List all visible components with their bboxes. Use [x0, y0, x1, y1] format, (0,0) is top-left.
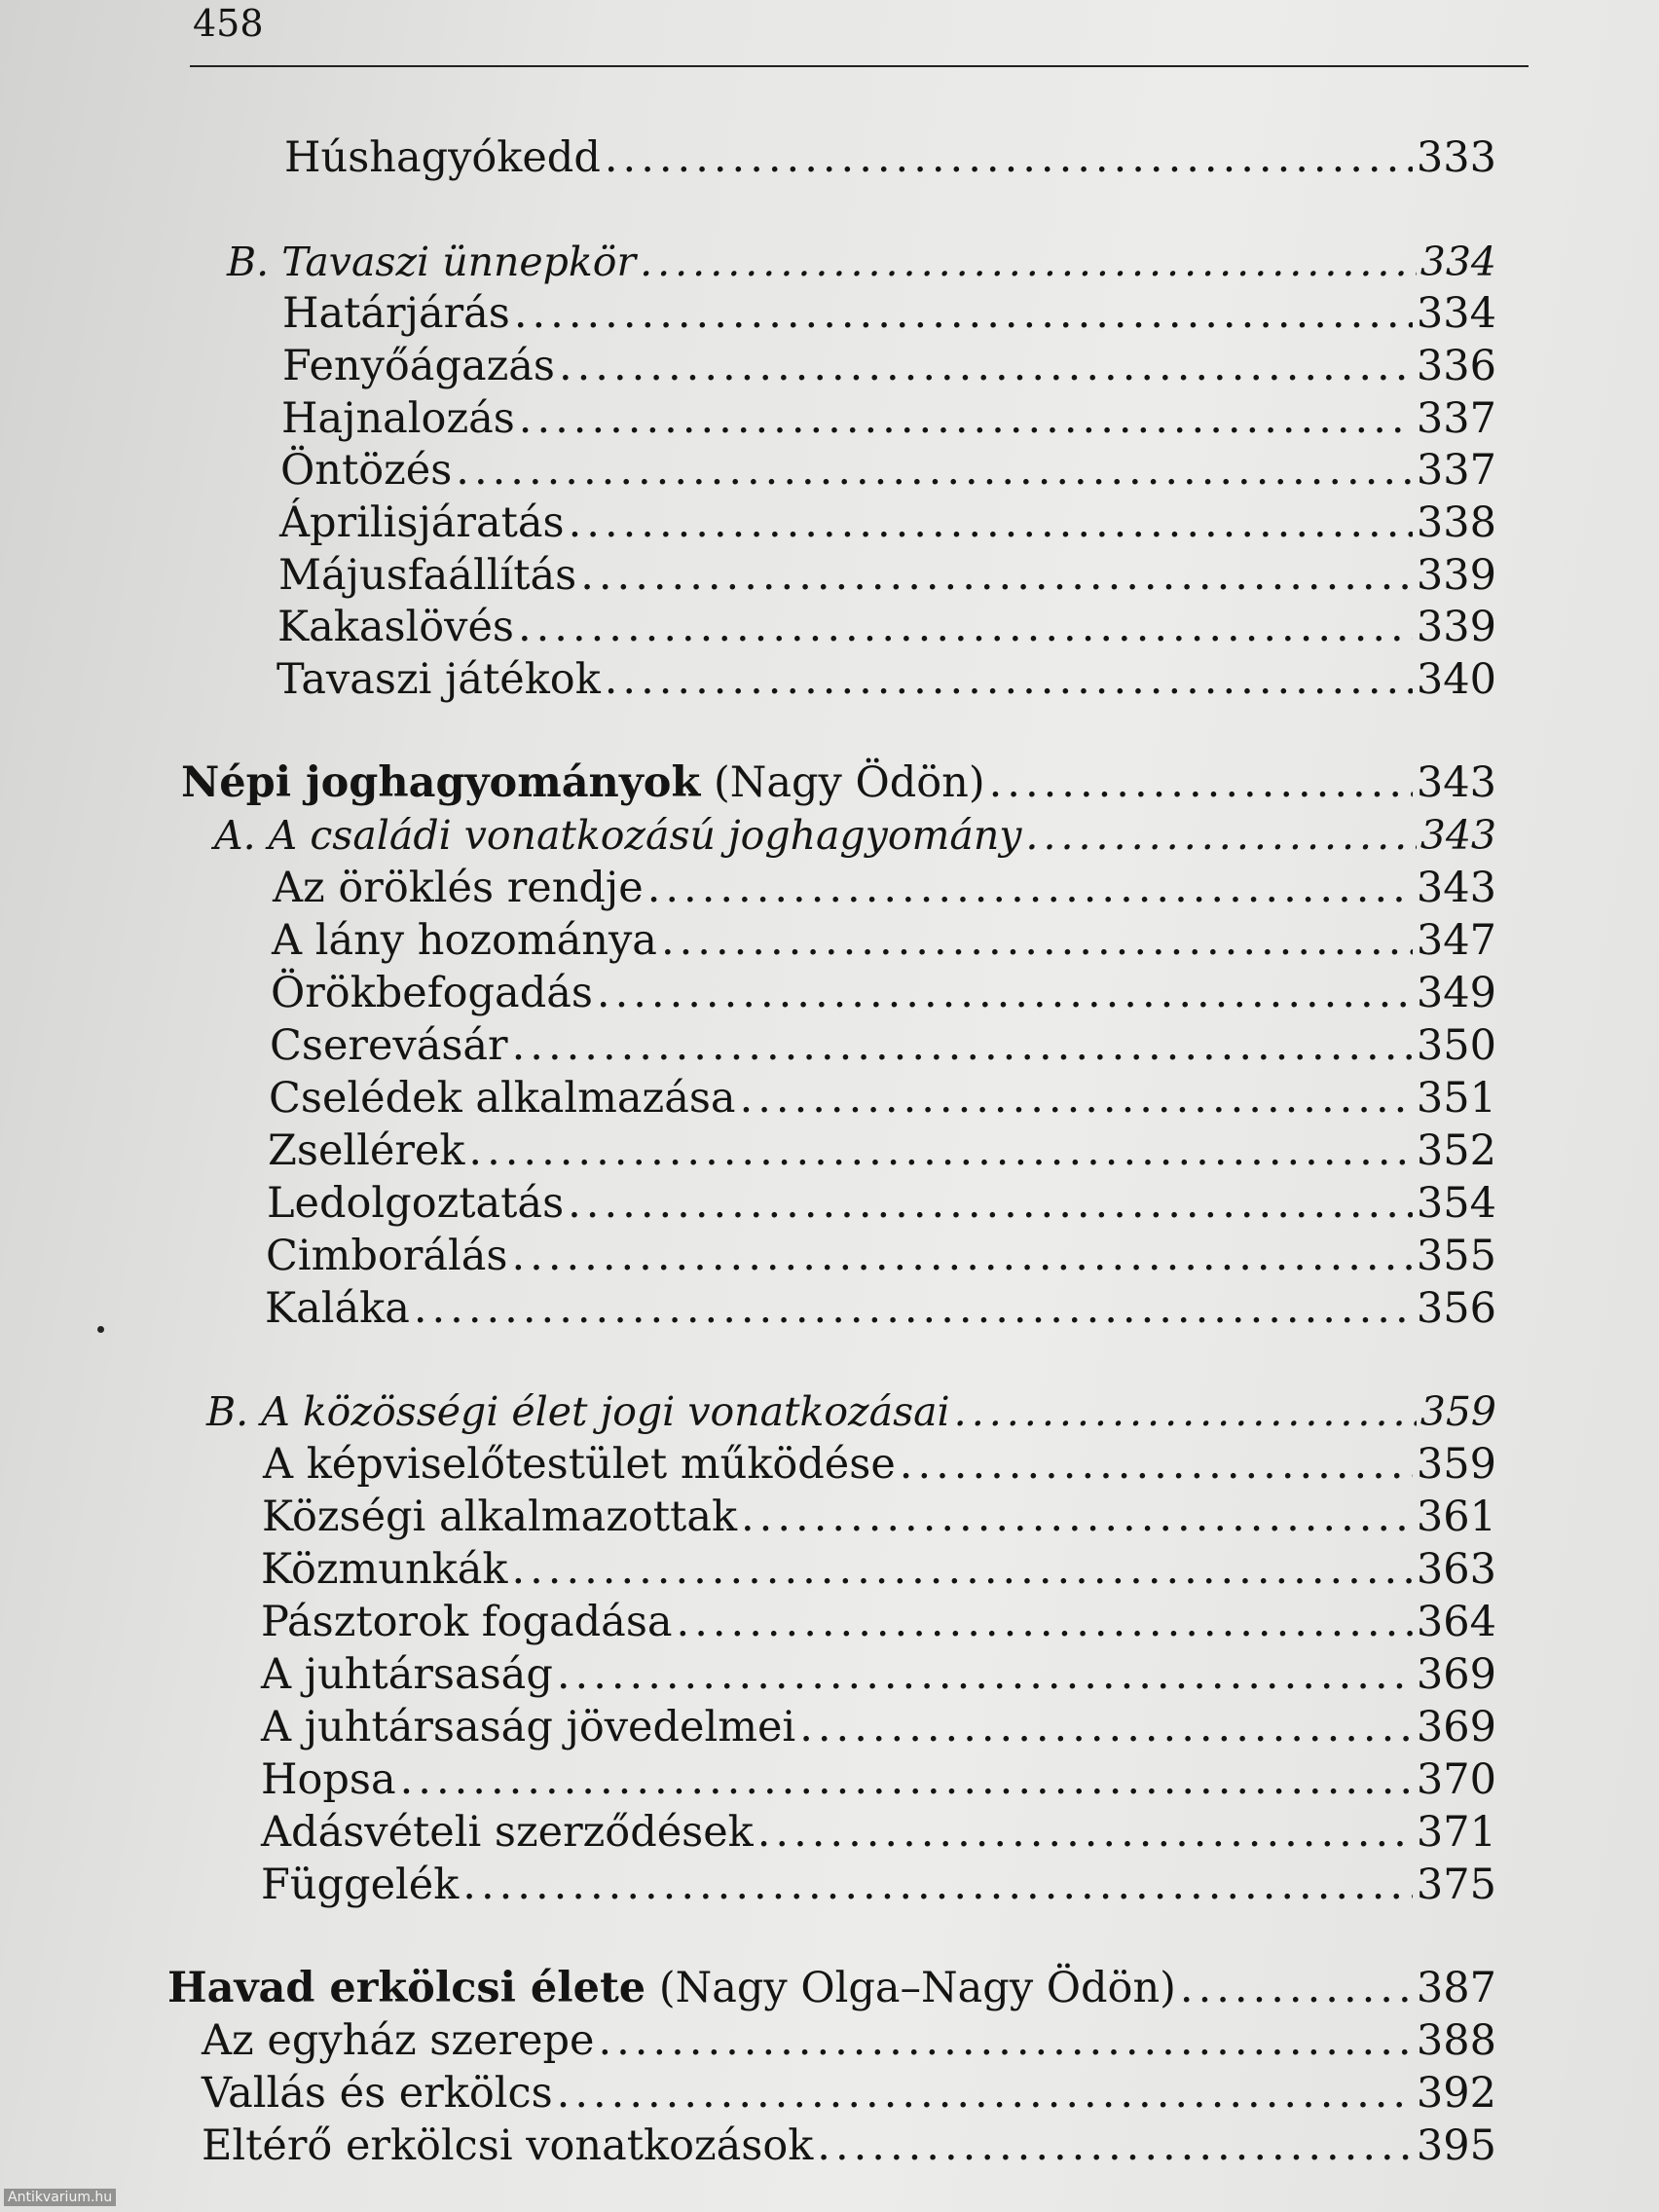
toc-leader	[605, 653, 1413, 706]
toc-entry-page: 334	[1416, 289, 1496, 338]
toc-entry-page: 363	[1416, 1545, 1496, 1594]
toc-section-label: B. Tavaszi ünnepkör	[227, 239, 637, 285]
toc-leader	[677, 1596, 1413, 1648]
toc-entry	[276, 653, 1496, 706]
toc-leader	[1180, 1962, 1413, 2014]
toc-chapter-label	[181, 756, 985, 809]
toc-leader	[605, 131, 1413, 184]
toc-entry-label: A juhtársaság jövedelmei	[261, 1703, 796, 1751]
toc-leader	[640, 236, 1417, 288]
toc-leader	[597, 967, 1413, 1019]
toc-leader	[661, 914, 1413, 967]
toc-leader	[568, 1177, 1413, 1230]
toc-entry	[202, 2120, 1496, 2172]
toc-leader	[456, 444, 1413, 497]
toc-entry	[266, 1230, 1496, 1282]
toc-entry-label: Az egyház szerepe	[202, 2016, 595, 2065]
toc-entry-label: Tavaszi játékok	[276, 655, 601, 704]
toc-entry-page: 356	[1416, 1284, 1496, 1333]
toc-entry-label: Öntözés	[280, 446, 453, 495]
toc-entry-page: 340	[1416, 655, 1496, 704]
chapter-title: Népi joghagyományok	[181, 758, 701, 807]
toc-entry-page: 343	[1416, 758, 1496, 807]
toc-entry-page: 347	[1416, 916, 1496, 965]
toc-entry	[269, 1072, 1496, 1124]
toc-entry-label: Cserevásár	[270, 1021, 508, 1070]
toc-entry-page: 388	[1416, 2016, 1496, 2065]
toc-entry-label: Eltérő erkölcsi vonatkozások	[202, 2121, 814, 2170]
toc-leader	[400, 1753, 1413, 1806]
toc-leader	[414, 1282, 1413, 1335]
toc-leader	[647, 862, 1413, 914]
toc-entry-label: Közmunkák	[261, 1545, 508, 1594]
toc-entry	[261, 1859, 1496, 1911]
toc-entry-page: 339	[1416, 603, 1496, 651]
toc-entry-label: Fenyőágazás	[282, 342, 555, 390]
toc-leader	[1025, 809, 1416, 862]
toc-leader	[799, 1701, 1413, 1753]
toc-leader	[557, 1648, 1413, 1701]
toc-entry-page: 370	[1416, 1755, 1496, 1804]
toc-entry-page: 349	[1416, 969, 1496, 1017]
toc-entry-page: 359	[1419, 1388, 1496, 1435]
toc-section	[227, 236, 1496, 288]
toc-entry-label: Húshagyókedd	[284, 133, 601, 182]
toc-entry-page: 395	[1416, 2121, 1496, 2170]
toc-entry-label: A lány hozománya	[272, 916, 657, 965]
toc-entry	[261, 1701, 1496, 1753]
toc-section-label: B. A közösségi élet jogi vonatkozásai	[206, 1388, 950, 1435]
toc-entry-label: Áprilisjáratás	[279, 498, 565, 547]
toc-leader	[900, 1438, 1413, 1491]
header-rule	[190, 65, 1529, 67]
toc-section-label: A. A családi vonatkozású joghagyomány	[214, 812, 1022, 859]
toc-entry-label: Ledolgoztatás	[267, 1179, 565, 1228]
ink-dot	[97, 1326, 104, 1333]
toc-entry	[262, 1491, 1496, 1543]
toc-entry	[261, 1543, 1496, 1596]
toc-leader	[740, 1072, 1413, 1124]
toc-entry	[261, 1596, 1496, 1648]
watermark: Antikvarium.hu	[4, 2189, 116, 2206]
toc-leader	[468, 1124, 1413, 1177]
toc-entry	[280, 444, 1496, 497]
toc-entry	[268, 1124, 1496, 1177]
toc-entry-page: 369	[1416, 1650, 1496, 1699]
toc-entry-label: Pásztorok fogadása	[261, 1598, 673, 1646]
toc-entry-page: 352	[1416, 1126, 1496, 1175]
toc-entry-page: 336	[1416, 342, 1496, 390]
toc-leader	[954, 1385, 1417, 1438]
toc-entry	[282, 340, 1496, 392]
toc-entry-label: Függelék	[261, 1861, 460, 1909]
toc-leader	[512, 1230, 1413, 1282]
toc-entry-page: 351	[1416, 1074, 1496, 1123]
toc-entry	[277, 601, 1496, 653]
toc-entry-label: A képviselőtestület működése	[263, 1440, 896, 1489]
toc-entry	[281, 392, 1496, 445]
toc-entry	[278, 549, 1496, 602]
toc-leader	[598, 2014, 1412, 2067]
toc-entry	[270, 1019, 1496, 1072]
toc-leader	[580, 549, 1413, 602]
toc-entry	[261, 1753, 1496, 1806]
toc-leader	[757, 1806, 1413, 1859]
toc-entry-label: Határjárás	[282, 289, 510, 338]
toc-entry-label: Hopsa	[261, 1755, 396, 1804]
chapter-author: (Nagy Ödön)	[700, 758, 985, 807]
toc-entry-label: Vallás és erkölcs	[202, 2069, 553, 2118]
toc-leader	[518, 601, 1413, 653]
toc-leader	[569, 497, 1413, 549]
toc-leader	[817, 2120, 1413, 2172]
toc-entry-label: Májusfaállítás	[278, 551, 577, 600]
toc-entry	[267, 1177, 1496, 1230]
toc-entry-page: 350	[1416, 1021, 1496, 1070]
toc-entry-page: 355	[1416, 1232, 1496, 1280]
toc-entry	[261, 1648, 1496, 1701]
toc-entry-label: Cimborálás	[266, 1232, 508, 1280]
toc-section	[206, 1385, 1496, 1438]
toc-entry-label: Az öröklés rendje	[273, 864, 644, 912]
toc-entry	[282, 287, 1496, 340]
toc-leader	[559, 340, 1413, 392]
toc-entry	[202, 2067, 1496, 2120]
toc-entry-label: Kaláka	[265, 1284, 410, 1333]
toc-entry-label: Zsellérek	[268, 1126, 465, 1175]
toc-entry	[202, 2014, 1496, 2067]
page-number: 458	[193, 2, 264, 45]
toc-entry-label: Adásvételi szerződések	[261, 1808, 754, 1857]
toc-entry-page: 359	[1416, 1440, 1496, 1489]
toc-leader	[462, 1859, 1413, 1911]
toc-entry-label: Örökbefogadás	[271, 969, 593, 1017]
toc-entry-page: 369	[1416, 1703, 1496, 1751]
toc-entry	[261, 1806, 1496, 1859]
toc-entry-page: 375	[1416, 1861, 1496, 1909]
toc-entry-page: 334	[1419, 239, 1496, 285]
toc-leader	[514, 287, 1413, 340]
toc-entry-label: Kakaslövés	[277, 603, 514, 651]
toc-leader	[989, 756, 1413, 809]
toc-entry-page: 337	[1416, 394, 1496, 443]
toc-entry-page: 364	[1416, 1598, 1496, 1646]
toc-entry-page: 333	[1416, 133, 1496, 182]
toc-leader	[557, 2067, 1413, 2120]
toc-entry	[284, 131, 1496, 184]
toc-leader	[512, 1019, 1413, 1072]
toc-entry	[279, 497, 1496, 549]
toc-section	[214, 809, 1496, 862]
toc-chapter	[181, 756, 1496, 809]
toc-entry-page: 343	[1416, 864, 1496, 912]
toc-leader	[511, 1543, 1412, 1596]
toc-entry-page: 371	[1416, 1808, 1496, 1857]
toc-leader	[519, 392, 1413, 445]
toc-entry-label: A juhtársaság	[261, 1650, 553, 1699]
toc-entry-label: Hajnalozás	[281, 394, 515, 443]
toc-entry-page: 392	[1416, 2069, 1496, 2118]
toc-entry	[273, 862, 1496, 914]
toc-chapter	[167, 1962, 1496, 2014]
toc-entry-page: 339	[1416, 551, 1496, 600]
toc-entry-page: 387	[1416, 1964, 1496, 2012]
toc-chapter-label	[167, 1962, 1176, 2014]
toc-entry-page: 361	[1416, 1493, 1496, 1541]
toc-entry-page: 337	[1416, 446, 1496, 495]
toc-entry	[272, 914, 1496, 967]
toc-entry-page: 343	[1419, 812, 1496, 859]
toc-entry-label: Községi alkalmazottak	[262, 1493, 738, 1541]
toc-entry-page: 338	[1416, 498, 1496, 547]
chapter-author: (Nagy Olga–Nagy Ödön)	[645, 1964, 1176, 2012]
toc-entry-label: Cselédek alkalmazása	[269, 1074, 736, 1123]
toc-entry	[271, 967, 1496, 1019]
toc-entry	[263, 1438, 1496, 1491]
chapter-title: Havad erkölcsi élete	[167, 1964, 646, 2012]
toc-entry-page: 354	[1416, 1179, 1496, 1228]
toc-entry	[265, 1282, 1496, 1335]
toc-leader	[741, 1491, 1413, 1543]
